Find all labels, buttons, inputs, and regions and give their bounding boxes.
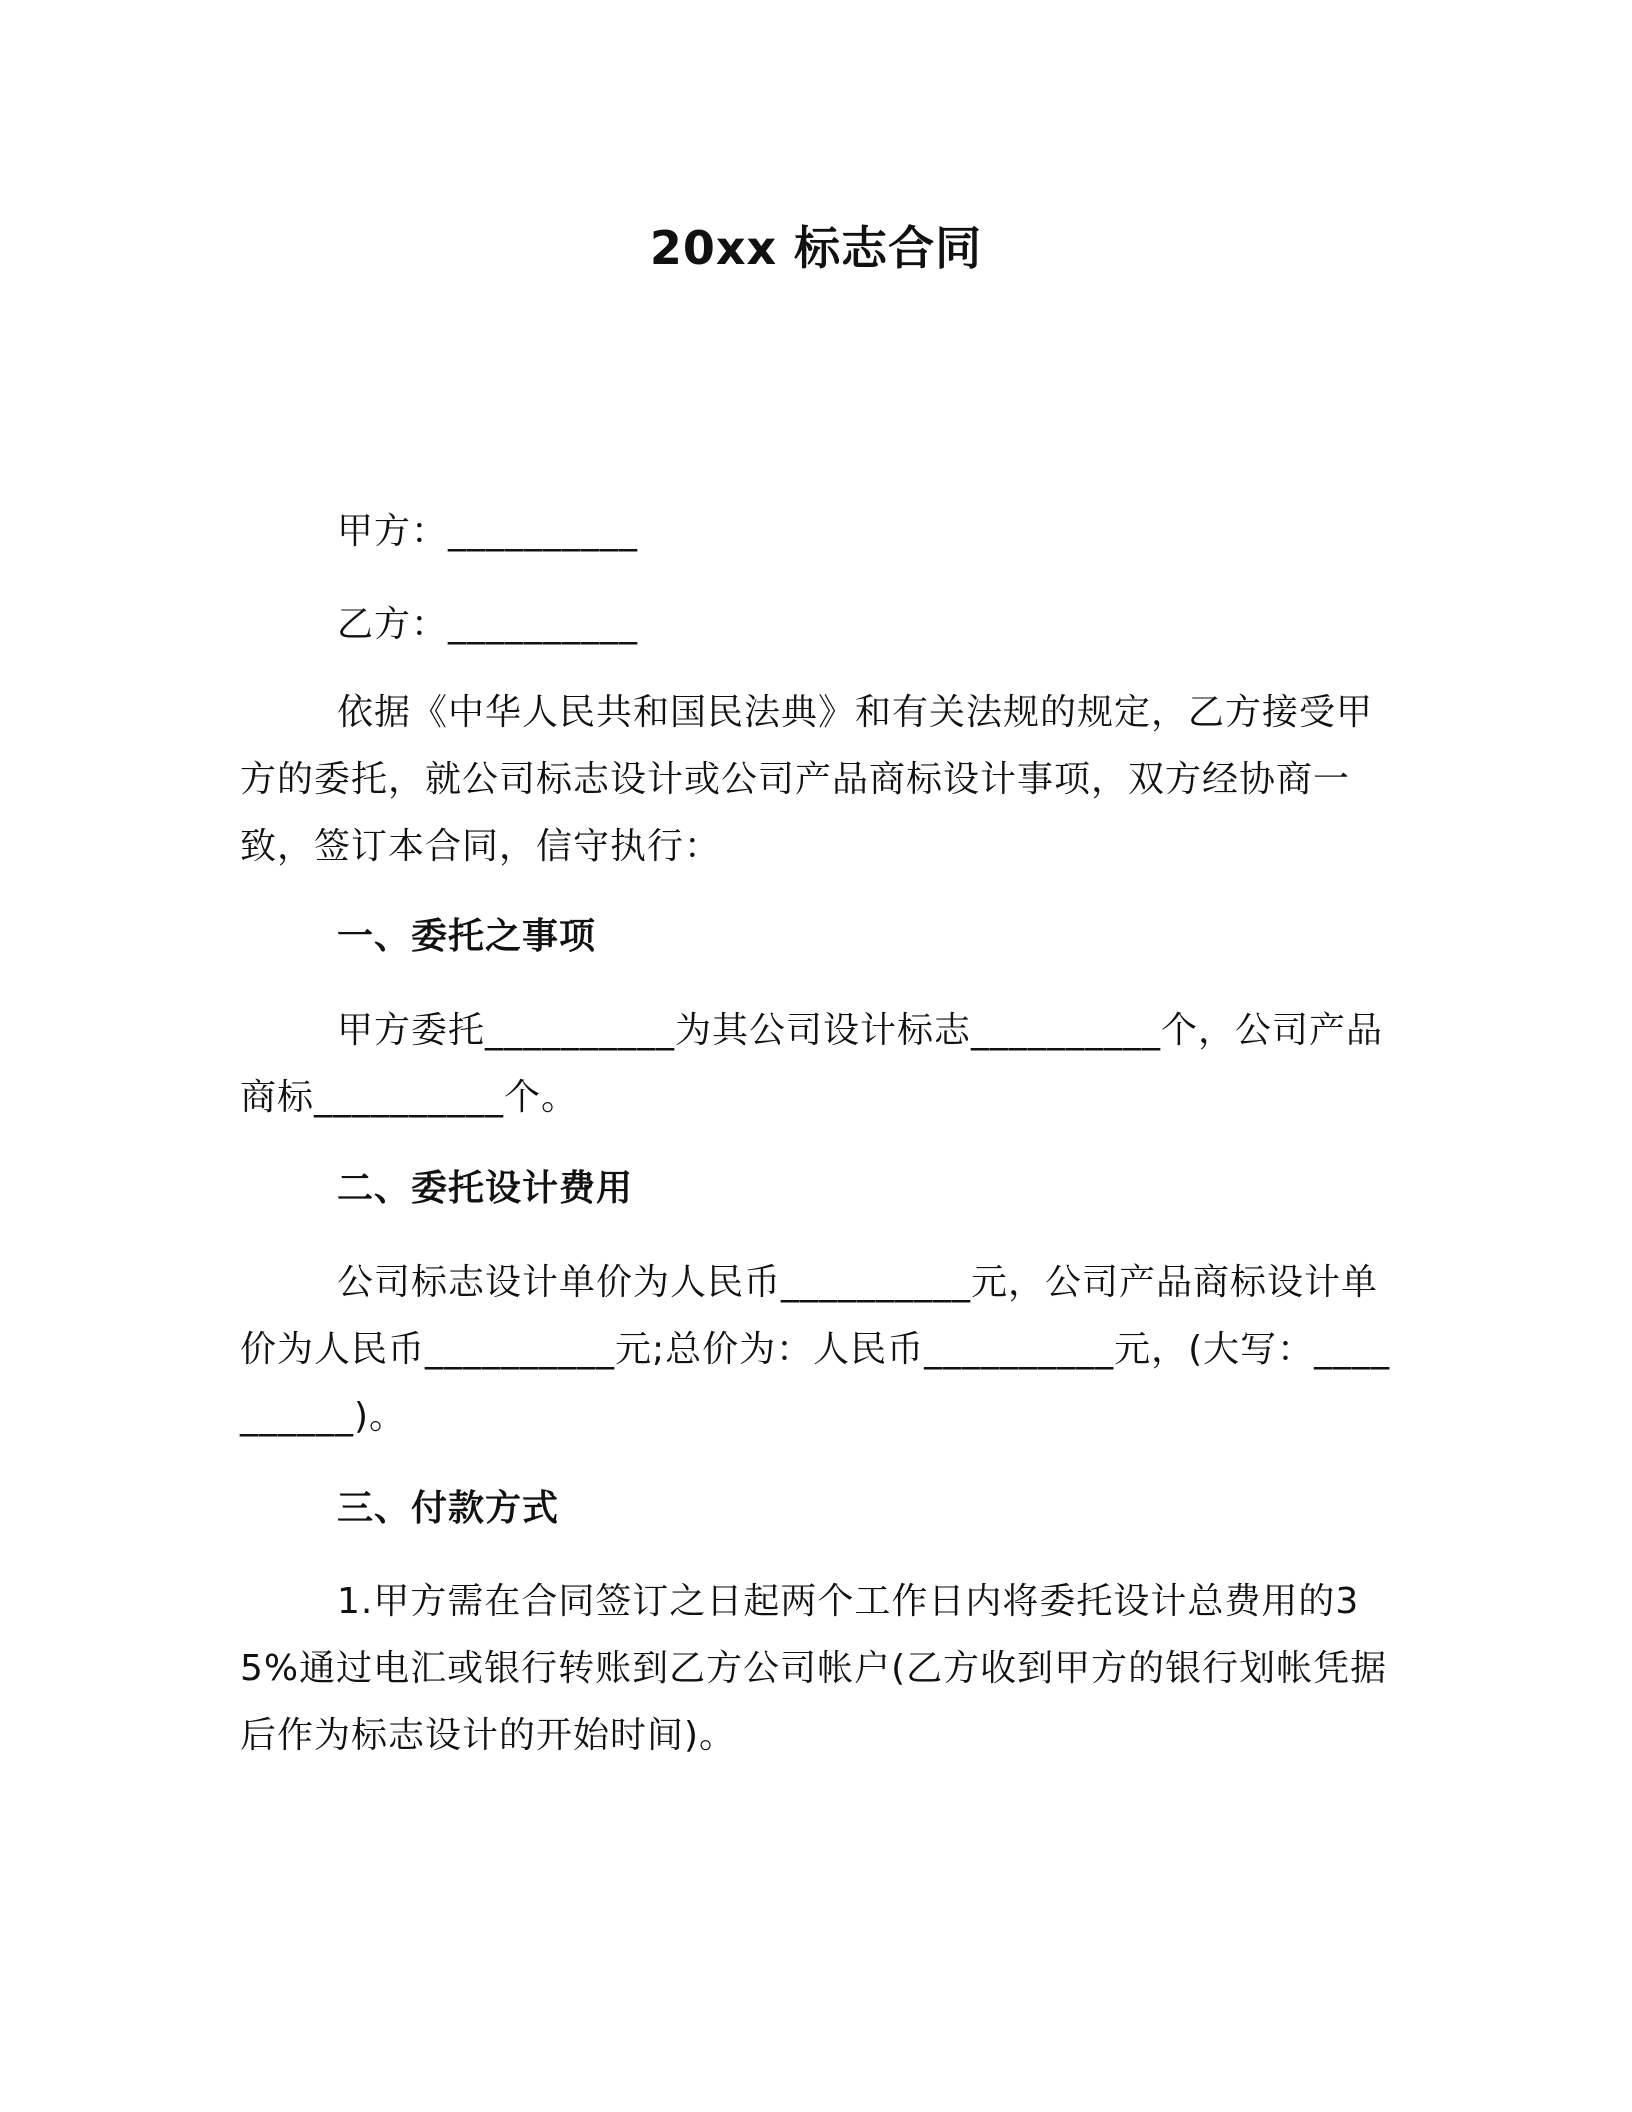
document-title: 20xx 标志合同 [649,221,983,275]
preamble-paragraph: 依据《中华人民共和国民法典》和有关法规的规定，乙方接受甲方的委托，就公司标志设计或公司产品商标设计事项，双方经协商一致，签订本合同，信守执行： [240,692,1374,867]
section-3-body: 1.甲方需在合同签订之日起两个工作日内将委托设计总费用的35%通过电汇或银行转账到乙方公司帐户(乙方收到甲方的银行划帐凭据后作为标志设计的开始时间)。 [240,1581,1388,1756]
section-1-heading: 一、委托之事项 [337,916,597,957]
section-2-body: 公司标志设计单价为人民币__________元，公司产品商标设计单价为人民币__________元;总价为：人民币__________元，(大写：__________)。 [240,1262,1391,1437]
section-1-body: 甲方委托__________为其公司设计标志__________个，公司产品商标__________个。 [240,1010,1384,1118]
section-3-heading: 三、付款方式 [337,1488,560,1529]
section-2-heading: 二、委托设计费用 [337,1168,634,1209]
party-a-line: 甲方：__________ [337,511,639,552]
party-b-line: 乙方：__________ [337,604,639,645]
